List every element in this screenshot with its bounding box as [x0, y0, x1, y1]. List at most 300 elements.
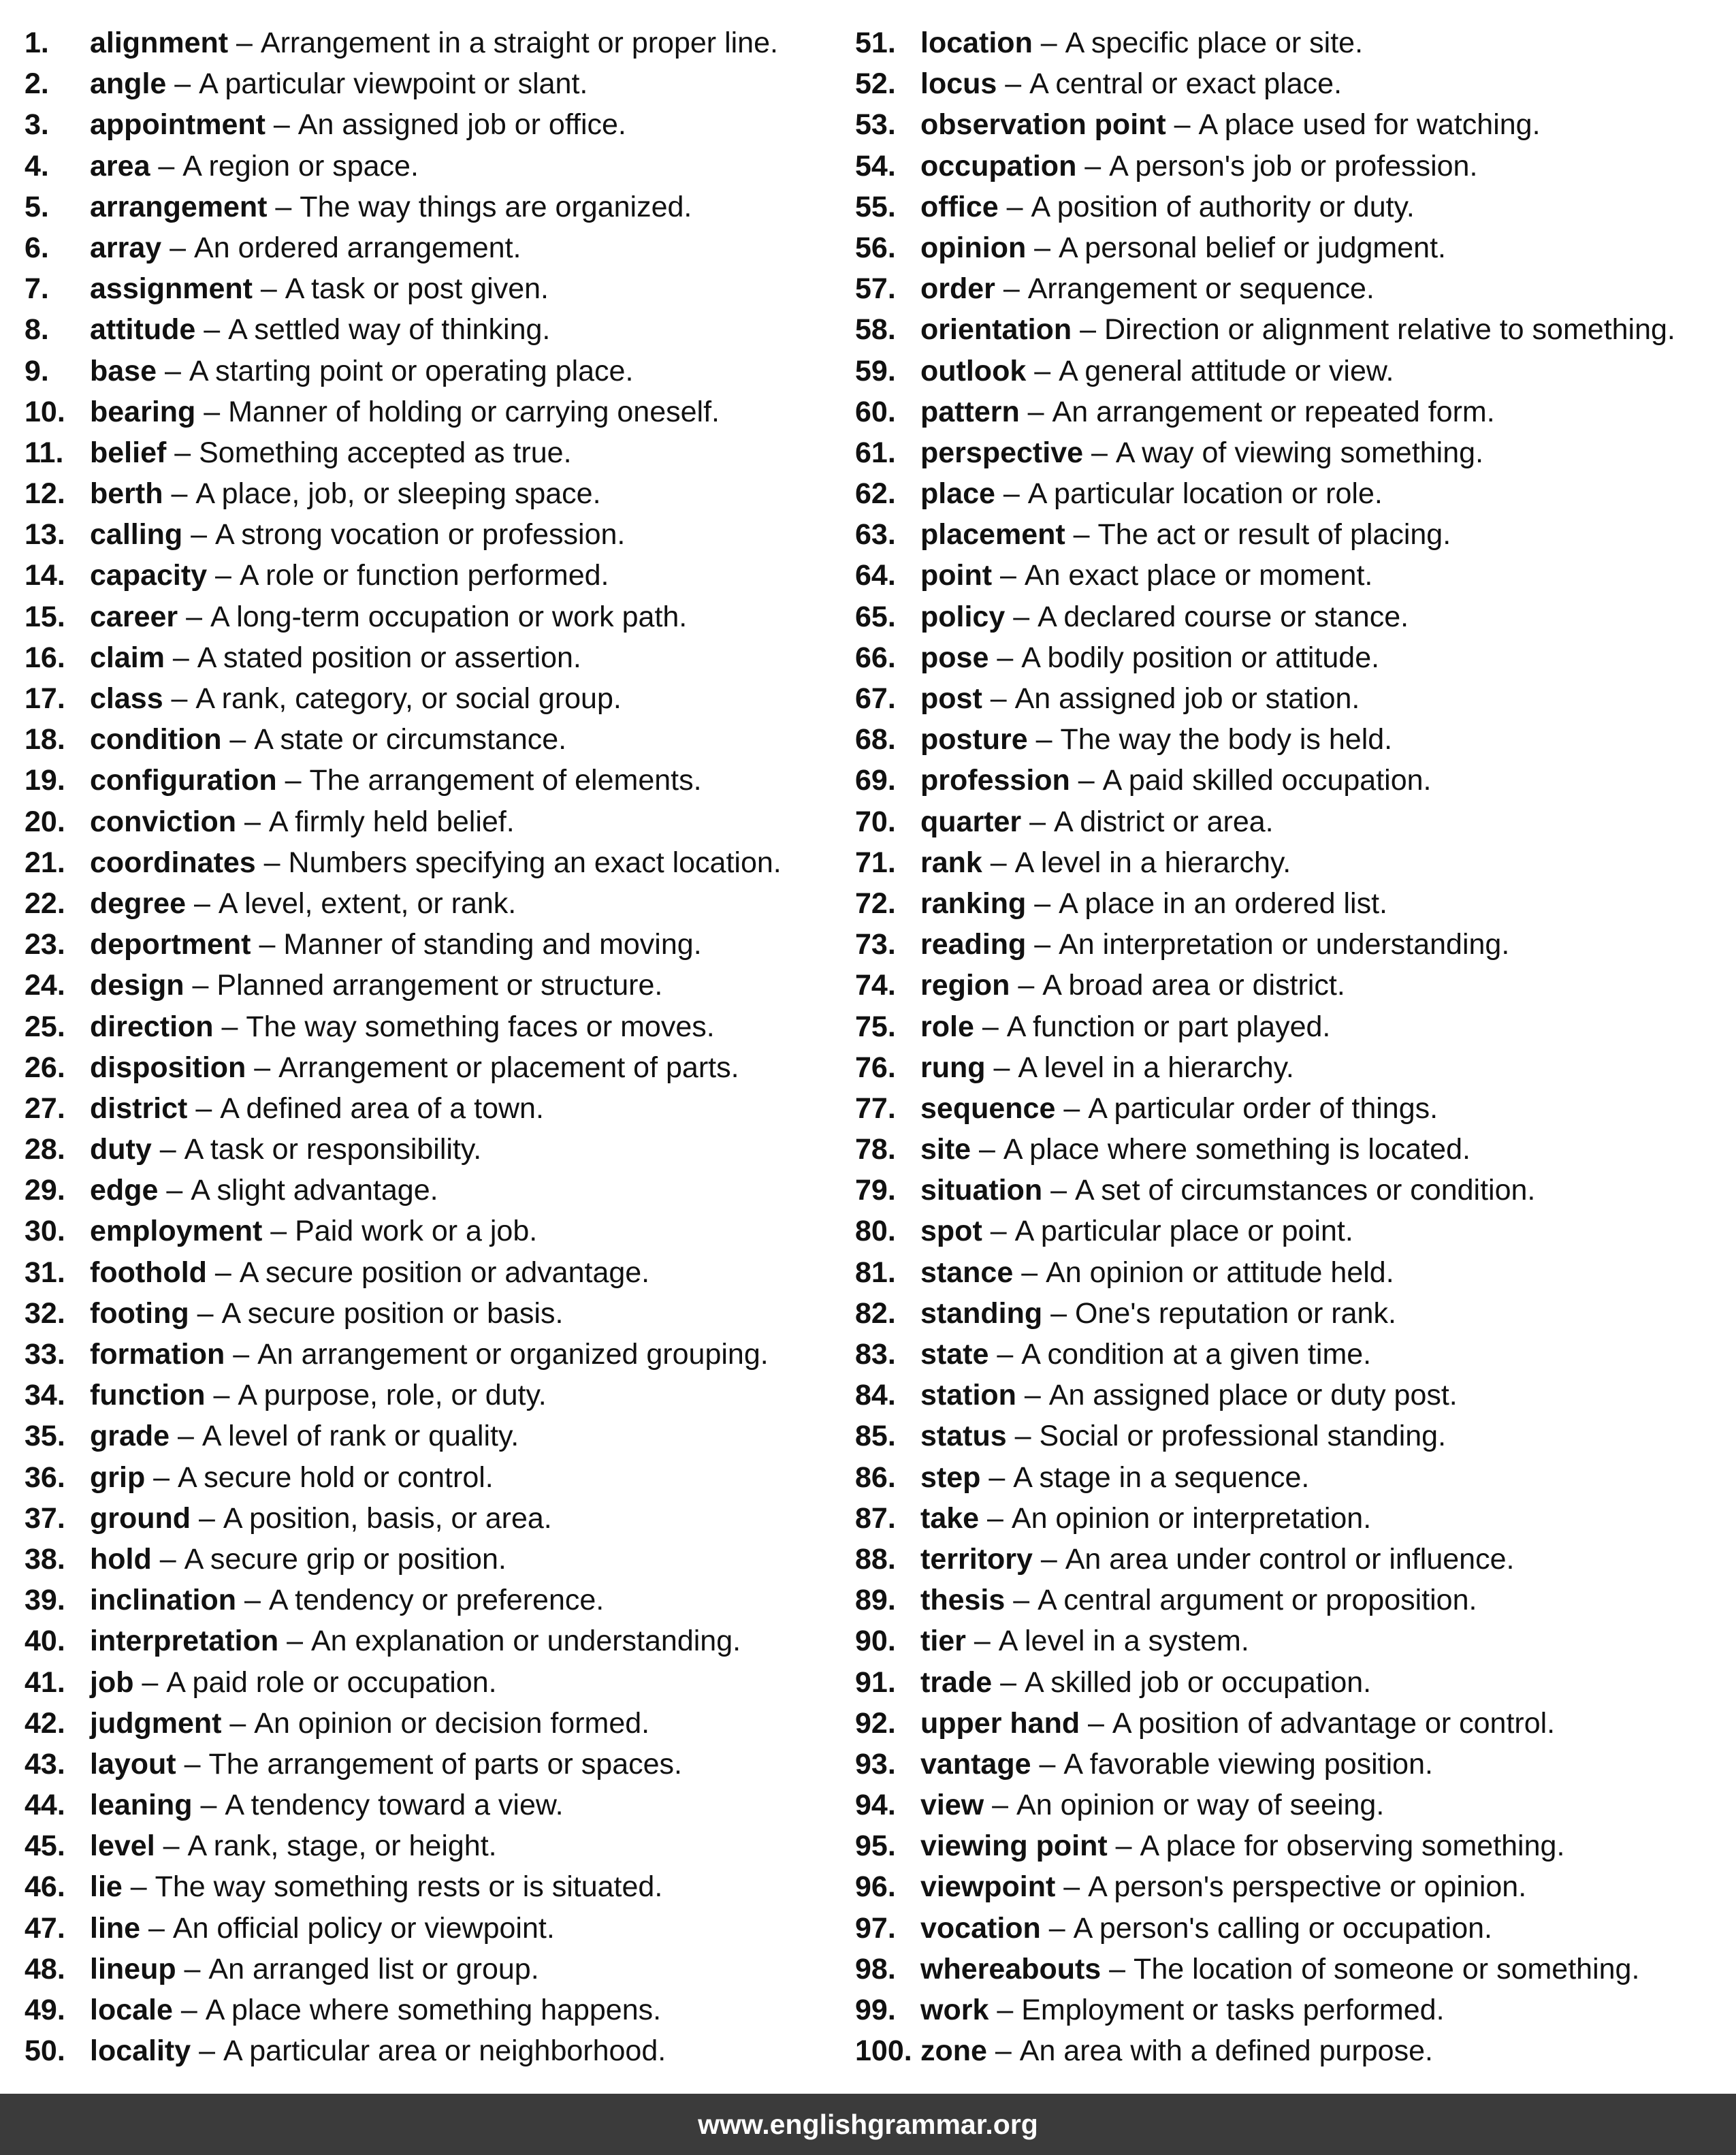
- item-separator: –: [182, 518, 216, 552]
- item-separator: –: [995, 477, 1028, 511]
- item-number: 50.: [25, 2034, 65, 2068]
- item-definition: A particular place or point.: [1014, 1215, 1353, 1248]
- item-definition: A secure position or basis.: [221, 1296, 564, 1330]
- item-term: pose: [920, 641, 989, 674]
- item-separator: –: [1040, 1911, 1074, 1945]
- item-definition: A place where something is located.: [1003, 1133, 1470, 1166]
- item-separator: –: [225, 1338, 258, 1371]
- item-separator: –: [992, 559, 1025, 592]
- item-term: viewpoint: [920, 1870, 1056, 1904]
- item-definition: Arrangement or placement of parts.: [278, 1051, 739, 1084]
- item-definition: An opinion or decision formed.: [254, 1706, 650, 1740]
- item-separator: –: [974, 1010, 1007, 1043]
- item-separator: –: [1107, 1830, 1140, 1863]
- item-number: 5.: [25, 190, 49, 223]
- item-separator: –: [1032, 27, 1065, 59]
- list-item: [855, 2030, 1733, 2071]
- item-term: attitude: [90, 313, 196, 347]
- item-separator: –: [1055, 1870, 1089, 1904]
- item-separator: –: [979, 1501, 1012, 1535]
- item-separator: –: [252, 272, 285, 306]
- item-number: 94.: [855, 1789, 896, 1822]
- item-number: 41.: [25, 1665, 65, 1699]
- item-separator: –: [221, 1706, 255, 1740]
- item-definition: An interpretation or understanding.: [1059, 928, 1510, 961]
- item-definition: A long-term occupation or work path.: [210, 600, 688, 633]
- list-item: [855, 1539, 1733, 1580]
- item-definition: A person's job or profession.: [1109, 149, 1478, 182]
- item-definition: Social or professional standing.: [1039, 1420, 1447, 1453]
- item-separator: –: [278, 1625, 311, 1658]
- item-number: 65.: [855, 600, 896, 633]
- item-definition: An ordered arrangement.: [194, 231, 521, 264]
- item-term: function: [90, 1379, 206, 1412]
- item-number: 20.: [25, 805, 65, 838]
- item-definition: A position, basis, or area.: [223, 1501, 552, 1535]
- item-separator: –: [186, 887, 219, 920]
- item-number: 66.: [855, 641, 896, 674]
- item-number: 93.: [855, 1747, 896, 1781]
- item-definition: An arranged list or group.: [208, 1952, 539, 1985]
- item-separator: –: [1027, 723, 1061, 756]
- list-item: [855, 1170, 1733, 1211]
- item-term: leaning: [90, 1789, 193, 1822]
- list-item: [25, 1662, 848, 1703]
- item-definition: An opinion or attitude held.: [1046, 1256, 1394, 1289]
- item-number: 83.: [855, 1338, 896, 1371]
- item-separator: –: [265, 108, 298, 142]
- item-number: 24.: [25, 969, 65, 1002]
- list-item: [25, 719, 848, 760]
- item-number: 73.: [855, 928, 896, 961]
- item-separator: –: [176, 1747, 209, 1781]
- item-separator: –: [255, 846, 289, 879]
- item-number: 4.: [25, 149, 49, 182]
- item-term: location: [920, 27, 1033, 59]
- item-definition: Planned arrangement or structure.: [216, 969, 663, 1002]
- item-definition: A broad area or district.: [1042, 969, 1345, 1002]
- item-term: perspective: [920, 436, 1084, 469]
- item-definition: A stated position or assertion.: [197, 641, 581, 674]
- item-definition: A defined area of a town.: [220, 1091, 544, 1125]
- item-definition: A firmly held belief.: [268, 805, 515, 838]
- list-item: [25, 1866, 848, 1907]
- item-term: deportment: [90, 928, 251, 961]
- item-number: 10.: [25, 395, 65, 428]
- item-definition: A strong vocation or profession.: [215, 518, 626, 552]
- item-term: take: [920, 1501, 980, 1535]
- item-separator: –: [1005, 600, 1038, 633]
- item-definition: An arrangement or repeated form.: [1052, 395, 1495, 428]
- item-definition: Numbers specifying an exact location.: [288, 846, 782, 879]
- item-term: step: [920, 1460, 981, 1494]
- item-number: 59.: [855, 354, 896, 387]
- item-definition: A state or circumstance.: [254, 723, 567, 756]
- item-number: 76.: [855, 1051, 896, 1084]
- item-separator: –: [982, 846, 1015, 879]
- list-item: [855, 678, 1733, 719]
- item-definition: An explanation or understanding.: [310, 1625, 741, 1658]
- item-term: job: [90, 1665, 134, 1699]
- item-separator: –: [151, 1542, 184, 1576]
- item-term: alignment: [90, 27, 229, 59]
- item-separator: –: [195, 395, 229, 428]
- list-item: [855, 1990, 1733, 2030]
- item-number: 12.: [25, 477, 65, 511]
- item-term: career: [90, 600, 178, 633]
- item-number: 67.: [855, 682, 896, 715]
- list-item: [25, 392, 848, 432]
- item-separator: –: [980, 1460, 1014, 1494]
- item-definition: An area with a defined purpose.: [1019, 2034, 1433, 2068]
- item-separator: –: [228, 27, 261, 59]
- item-number: 53.: [855, 108, 896, 142]
- list-item: [855, 309, 1733, 350]
- item-definition: Employment or tasks performed.: [1021, 1994, 1445, 2026]
- list-item: [855, 514, 1733, 555]
- list-item: [25, 187, 848, 227]
- item-number: 99.: [855, 1994, 896, 2026]
- item-term: locale: [90, 1994, 173, 2026]
- item-separator: –: [236, 1584, 269, 1617]
- item-separator: –: [207, 559, 240, 592]
- item-term: quarter: [920, 805, 1022, 838]
- item-definition: A specific place or site.: [1065, 27, 1364, 59]
- item-definition: An arrangement or organized grouping.: [257, 1338, 769, 1371]
- list-item: [25, 1252, 848, 1293]
- list-item: [855, 596, 1733, 637]
- item-separator: –: [971, 1133, 1003, 1166]
- item-term: layout: [90, 1747, 176, 1781]
- item-number: 29.: [25, 1174, 65, 1207]
- list-item: [855, 1785, 1733, 1825]
- item-number: 70.: [855, 805, 896, 838]
- item-separator: –: [1013, 1256, 1046, 1289]
- list-item: [25, 637, 848, 678]
- item-definition: The way something faces or moves.: [246, 1010, 715, 1043]
- item-definition: An official policy or viewpoint.: [172, 1911, 555, 1945]
- item-definition: Manner of holding or carrying oneself.: [228, 395, 720, 428]
- item-number: 15.: [25, 600, 65, 633]
- item-definition: A region or space.: [182, 149, 419, 182]
- item-definition: A condition at a given time.: [1021, 1338, 1372, 1371]
- list-item: [855, 1211, 1733, 1251]
- item-definition: A rank, stage, or height.: [187, 1830, 497, 1863]
- item-separator: –: [1031, 1747, 1064, 1781]
- item-number: 52.: [855, 67, 896, 101]
- item-separator: –: [246, 1051, 279, 1084]
- item-separator: –: [1032, 1542, 1065, 1576]
- list-item: [25, 63, 848, 104]
- item-number: 55.: [855, 190, 896, 223]
- item-term: condition: [90, 723, 222, 756]
- list-item: [855, 473, 1733, 514]
- item-separator: –: [122, 1870, 155, 1904]
- item-number: 46.: [25, 1870, 65, 1904]
- item-number: 77.: [855, 1091, 896, 1125]
- item-separator: –: [985, 1051, 1018, 1084]
- item-term: locus: [920, 67, 997, 101]
- item-number: 96.: [855, 1870, 896, 1904]
- item-definition: A tendency or preference.: [268, 1584, 605, 1617]
- item-separator: –: [184, 969, 217, 1002]
- item-definition: A particular order of things.: [1088, 1091, 1438, 1125]
- list-item: [25, 227, 848, 268]
- item-number: 90.: [855, 1625, 896, 1658]
- item-term: grip: [90, 1460, 146, 1494]
- item-definition: One's reputation or rank.: [1074, 1296, 1396, 1330]
- list-item: [855, 1006, 1733, 1047]
- item-definition: A particular viewpoint or slant.: [199, 67, 588, 101]
- item-separator: –: [163, 682, 196, 715]
- item-term: area: [90, 149, 150, 182]
- item-number: 2.: [25, 67, 49, 101]
- item-term: view: [920, 1789, 984, 1822]
- item-definition: A stage in a sequence.: [1013, 1460, 1310, 1494]
- item-term: coordinates: [90, 846, 256, 879]
- item-term: territory: [920, 1542, 1033, 1576]
- item-separator: –: [145, 1460, 178, 1494]
- item-term: observation point: [920, 108, 1166, 142]
- item-separator: –: [982, 682, 1015, 715]
- item-definition: A general attitude or view.: [1059, 354, 1394, 387]
- item-number: 60.: [855, 395, 896, 428]
- list-item: [25, 514, 848, 555]
- item-definition: A level in a system.: [998, 1625, 1249, 1658]
- item-term: viewing point: [920, 1830, 1108, 1863]
- item-number: 68.: [855, 723, 896, 756]
- item-number: 7.: [25, 272, 49, 306]
- item-definition: A position of authority or duty.: [1031, 190, 1415, 223]
- item-separator: –: [988, 1338, 1022, 1371]
- item-term: pattern: [920, 395, 1020, 428]
- item-separator: –: [1019, 395, 1052, 428]
- item-term: status: [920, 1420, 1007, 1453]
- item-term: policy: [920, 600, 1006, 633]
- item-definition: A place where something happens.: [205, 1994, 662, 2026]
- item-number: 33.: [25, 1338, 65, 1371]
- item-number: 44.: [25, 1789, 65, 1822]
- list-item: [25, 1990, 848, 2030]
- item-term: region: [920, 969, 1010, 1002]
- item-term: conviction: [90, 805, 237, 838]
- item-separator: –: [1016, 1379, 1049, 1412]
- list-item: [855, 924, 1733, 965]
- item-number: 97.: [855, 1911, 896, 1945]
- list-item: [25, 596, 848, 637]
- item-separator: –: [1006, 1420, 1040, 1453]
- item-separator: –: [965, 1625, 999, 1658]
- list-item: [25, 1744, 848, 1785]
- item-term: post: [920, 682, 982, 715]
- list-item: [25, 104, 848, 145]
- item-term: degree: [90, 887, 187, 920]
- item-separator: –: [988, 641, 1022, 674]
- item-definition: A settled way of thinking.: [228, 313, 551, 347]
- item-separator: –: [1026, 231, 1059, 264]
- item-separator: –: [158, 1174, 191, 1207]
- item-definition: Paid work or a job.: [295, 1215, 538, 1248]
- item-term: employment: [90, 1215, 263, 1248]
- item-definition: An area under control or influence.: [1065, 1542, 1515, 1576]
- item-definition: A bodily position or attitude.: [1021, 641, 1380, 674]
- item-number: 88.: [855, 1542, 896, 1576]
- item-term: reading: [920, 928, 1027, 961]
- item-term: assignment: [90, 272, 253, 306]
- list-item: [25, 1703, 848, 1744]
- item-number: 54.: [855, 149, 896, 182]
- item-number: 72.: [855, 887, 896, 920]
- item-number: 91.: [855, 1665, 896, 1699]
- list-item: [855, 1088, 1733, 1129]
- item-definition: The way something rests or is situated.: [155, 1870, 663, 1904]
- item-number: 39.: [25, 1584, 65, 1617]
- item-number: 21.: [25, 846, 65, 879]
- item-separator: –: [140, 1911, 173, 1945]
- item-number: 3.: [25, 108, 49, 142]
- item-definition: A central argument or proposition.: [1038, 1584, 1477, 1617]
- item-definition: A set of circumstances or condition.: [1074, 1174, 1536, 1207]
- item-number: 32.: [25, 1296, 65, 1330]
- item-term: hold: [90, 1542, 152, 1576]
- list-item: [25, 1457, 848, 1498]
- item-definition: A central or exact place.: [1029, 67, 1343, 101]
- item-separator: –: [1026, 928, 1059, 961]
- list-item: [855, 1949, 1733, 1990]
- item-term: occupation: [920, 149, 1077, 182]
- list-item: [855, 555, 1733, 596]
- item-definition: A declared course or stance.: [1038, 600, 1409, 633]
- item-term: belief: [90, 436, 167, 469]
- item-number: 80.: [855, 1215, 896, 1248]
- item-number: 81.: [855, 1256, 896, 1289]
- item-term: posture: [920, 723, 1028, 756]
- list-item: [25, 883, 848, 924]
- item-number: 57.: [855, 272, 896, 306]
- list-item: [25, 1375, 848, 1416]
- list-item: [25, 801, 848, 842]
- item-separator: –: [191, 2034, 223, 2068]
- item-separator: –: [163, 477, 196, 511]
- item-definition: A level in a hierarchy.: [1014, 846, 1291, 879]
- item-term: profession: [920, 764, 1070, 797]
- item-number: 25.: [25, 1010, 65, 1043]
- item-separator: –: [178, 600, 210, 633]
- item-term: role: [920, 1010, 974, 1043]
- item-term: lie: [90, 1870, 123, 1904]
- list-item: [25, 473, 848, 514]
- item-definition: A secure grip or position.: [184, 1542, 507, 1576]
- item-term: level: [90, 1830, 155, 1863]
- item-separator: –: [1005, 1584, 1038, 1617]
- item-definition: The way the body is held.: [1060, 723, 1393, 756]
- list-item: [855, 1703, 1733, 1744]
- item-definition: A district or area.: [1053, 805, 1274, 838]
- list-item: [25, 22, 848, 63]
- item-term: tier: [920, 1625, 966, 1658]
- item-term: duty: [90, 1133, 152, 1166]
- website-url: www.englishgrammar.org: [698, 2108, 1038, 2140]
- item-term: design: [90, 969, 184, 1002]
- item-number: 16.: [25, 641, 65, 674]
- item-number: 43.: [25, 1747, 65, 1781]
- list-item: [25, 1908, 848, 1949]
- item-separator: –: [221, 723, 255, 756]
- item-number: 64.: [855, 559, 896, 592]
- item-definition: Arrangement in a straight or proper line.: [260, 27, 778, 59]
- item-term: configuration: [90, 764, 277, 797]
- item-separator: –: [205, 1379, 238, 1412]
- item-separator: –: [984, 1789, 1017, 1822]
- item-separator: –: [992, 1665, 1025, 1699]
- item-term: appointment: [90, 108, 266, 142]
- item-separator: –: [998, 190, 1031, 223]
- list-item: [25, 1211, 848, 1251]
- item-number: 61.: [855, 436, 896, 469]
- list-item: [855, 842, 1733, 883]
- item-term: situation: [920, 1174, 1043, 1207]
- list-item: [855, 1129, 1733, 1170]
- item-separator: –: [1042, 1174, 1075, 1207]
- list-item: [25, 2030, 848, 2071]
- list-item: [855, 1621, 1733, 1661]
- item-definition: An assigned place or duty post.: [1048, 1379, 1458, 1412]
- item-separator: –: [1026, 354, 1059, 387]
- list-item: [855, 187, 1733, 227]
- item-definition: An opinion or interpretation.: [1011, 1501, 1372, 1535]
- item-definition: A starting point or operating place.: [189, 354, 634, 387]
- item-number: 17.: [25, 682, 65, 715]
- item-number: 42.: [25, 1706, 65, 1740]
- item-term: upper hand: [920, 1706, 1080, 1740]
- item-number: 71.: [855, 846, 896, 879]
- list-item: [25, 1580, 848, 1621]
- item-definition: A task or post given.: [285, 272, 549, 306]
- item-definition: A favorable viewing position.: [1063, 1747, 1433, 1781]
- item-definition: A position of advantage or control.: [1112, 1706, 1556, 1740]
- item-number: 30.: [25, 1215, 65, 1248]
- item-definition: A personal belief or judgment.: [1059, 231, 1446, 264]
- item-separator: –: [1065, 518, 1098, 552]
- item-number: 49.: [25, 1994, 65, 2026]
- item-separator: –: [155, 1830, 188, 1863]
- item-number: 48.: [25, 1952, 65, 1985]
- item-term: calling: [90, 518, 183, 552]
- list-item: [25, 924, 848, 965]
- item-separator: –: [172, 1994, 206, 2026]
- list-item: [25, 965, 848, 1006]
- item-number: 62.: [855, 477, 896, 511]
- item-term: vocation: [920, 1911, 1041, 1945]
- item-number: 82.: [855, 1296, 896, 1330]
- item-separator: –: [191, 1501, 223, 1535]
- item-separator: –: [1101, 1952, 1134, 1985]
- item-separator: –: [1042, 1296, 1075, 1330]
- item-definition: A particular area or neighborhood.: [223, 2034, 666, 2068]
- item-term: interpretation: [90, 1625, 279, 1658]
- item-number: 40.: [25, 1625, 65, 1658]
- item-number: 95.: [855, 1830, 896, 1863]
- list-item: [855, 1744, 1733, 1785]
- item-term: foothold: [90, 1256, 207, 1289]
- item-number: 11.: [25, 436, 64, 469]
- item-definition: A level of rank or quality.: [202, 1420, 519, 1453]
- item-definition: A paid skilled occupation.: [1102, 764, 1432, 797]
- item-definition: A place in an ordered list.: [1059, 887, 1387, 920]
- item-definition: Manner of standing and moving.: [283, 928, 702, 961]
- item-term: edge: [90, 1174, 159, 1207]
- item-term: inclination: [90, 1584, 236, 1617]
